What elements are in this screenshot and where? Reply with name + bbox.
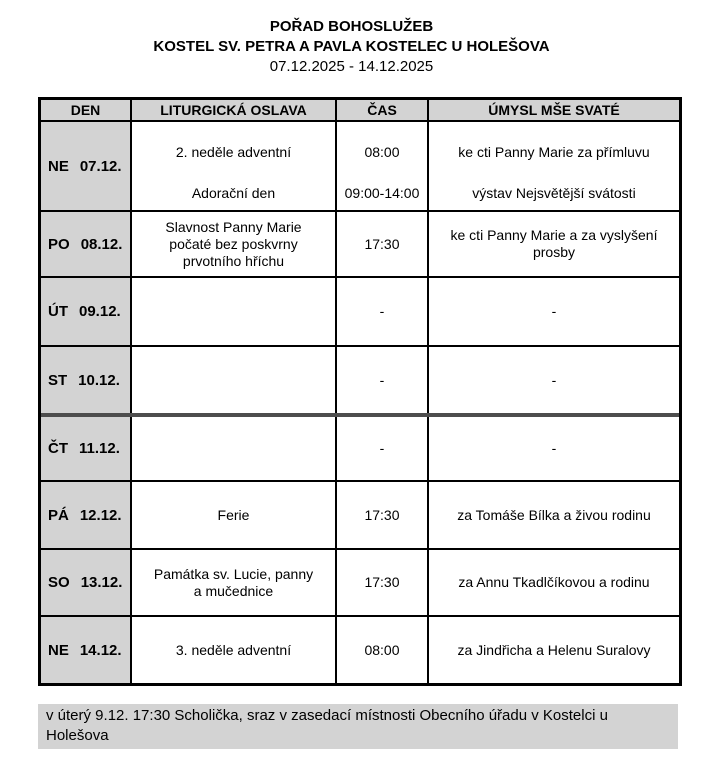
day-date: 11.12. bbox=[79, 440, 120, 457]
intention-cell bbox=[427, 122, 679, 210]
day-cell bbox=[41, 278, 130, 345]
time-text: 08:00 bbox=[364, 144, 400, 160]
schedule-table bbox=[38, 97, 682, 686]
day-abbreviation: ST bbox=[48, 371, 68, 389]
page-title: POŘAD BOHOSLUŽEB bbox=[269, 18, 434, 35]
column-header-intention: ÚMYSL MŠE SVATÉ bbox=[427, 100, 679, 120]
time-cell bbox=[335, 550, 427, 615]
intention-text: ke cti Panny Marie a za vyslyšení prosby bbox=[450, 227, 658, 260]
table-row bbox=[41, 122, 679, 210]
day-cell bbox=[41, 417, 130, 480]
time-text: 17:30 bbox=[364, 235, 400, 252]
table-row bbox=[41, 413, 679, 480]
intention-cell bbox=[427, 617, 679, 683]
day-date: 08.12. bbox=[80, 235, 123, 253]
time-cell bbox=[335, 347, 427, 413]
celebration-text: 3. neděle adventní bbox=[175, 641, 292, 658]
intention-text: ke cti Panny Marie za přímluvu bbox=[458, 144, 650, 160]
intention-cell bbox=[427, 278, 679, 345]
celebration-cell bbox=[130, 278, 335, 345]
intention-text: - bbox=[551, 371, 557, 388]
celebration-cell bbox=[130, 212, 335, 276]
celebration-text: Památka sv. Lucie, panny a mučednice bbox=[153, 565, 314, 599]
table-row bbox=[41, 210, 679, 276]
celebration-cell bbox=[130, 482, 335, 548]
day-cell bbox=[41, 550, 130, 615]
day-abbreviation: PÁ bbox=[48, 506, 69, 524]
celebration-text: 2. neděle adventní bbox=[175, 144, 292, 160]
intention-text: - bbox=[551, 303, 557, 319]
day-abbreviation: NE bbox=[48, 157, 69, 175]
day-date: 14.12. bbox=[79, 641, 122, 659]
time-cell bbox=[335, 417, 427, 480]
table-row bbox=[41, 548, 679, 615]
celebration-text: Slavnost Panny Marie počaté bez poskvrny prvotního hříchu bbox=[165, 218, 302, 269]
day-date: 07.12. bbox=[79, 157, 122, 175]
day-abbreviation: PO bbox=[48, 235, 70, 253]
celebration-text: Adorační den bbox=[191, 185, 276, 201]
time-text: 08:00 bbox=[364, 641, 400, 658]
day-cell bbox=[41, 212, 130, 276]
time-cell bbox=[335, 212, 427, 276]
table-body bbox=[41, 122, 679, 683]
footer-note: v úterý 9.12. 17:30 Scholička, sraz v zasedací místnosti Obecního úřadu v Kostelci u Holešova bbox=[38, 704, 678, 749]
table-row bbox=[41, 480, 679, 548]
day-date: 13.12. bbox=[80, 574, 123, 591]
page-subtitle: KOSTEL SV. PETRA A PAVLA KOSTELEC U HOLEŠOVA bbox=[153, 38, 550, 55]
day-cell bbox=[41, 122, 130, 210]
document-header bbox=[0, 0, 703, 77]
day-date: 10.12. bbox=[78, 371, 120, 389]
intention-text: za Jindřicha a Helenu Suralovy bbox=[457, 641, 651, 658]
time-text: - bbox=[379, 303, 385, 319]
time-text: 17:30 bbox=[364, 506, 400, 523]
day-date: 09.12. bbox=[79, 303, 121, 320]
intention-cell bbox=[427, 212, 679, 276]
column-header-time: ČAS bbox=[335, 100, 427, 120]
celebration-cell bbox=[130, 550, 335, 615]
table-row bbox=[41, 276, 679, 345]
time-text: 17:30 bbox=[364, 574, 400, 590]
day-cell bbox=[41, 482, 130, 548]
intention-text: - bbox=[551, 440, 557, 456]
intention-cell bbox=[427, 482, 679, 548]
time-cell bbox=[335, 278, 427, 345]
day-date: 12.12. bbox=[79, 506, 122, 524]
column-header-celebration: LITURGICKÁ OSLAVA bbox=[130, 100, 335, 120]
intention-text: za Annu Tkadlčíkovou a rodinu bbox=[458, 574, 650, 590]
table-row bbox=[41, 615, 679, 683]
column-header-day: DEN bbox=[70, 102, 101, 118]
time-text: 09:00-14:00 bbox=[344, 185, 420, 201]
time-cell bbox=[335, 482, 427, 548]
day-cell bbox=[41, 617, 130, 683]
celebration-text: Ferie bbox=[217, 506, 250, 523]
table-header-row bbox=[41, 100, 679, 122]
day-abbreviation: SO bbox=[48, 574, 70, 591]
celebration-cell bbox=[130, 617, 335, 683]
intention-text: za Tomáše Bílka a živou rodinu bbox=[457, 506, 651, 523]
intention-text: výstav Nejsvětější svátosti bbox=[472, 185, 636, 201]
intention-cell bbox=[427, 347, 679, 413]
time-cell bbox=[335, 617, 427, 683]
day-abbreviation: ČT bbox=[48, 440, 68, 457]
intention-cell bbox=[427, 550, 679, 615]
celebration-cell bbox=[130, 347, 335, 413]
day-abbreviation: NE bbox=[48, 641, 69, 659]
time-text: - bbox=[379, 440, 385, 456]
table-row bbox=[41, 345, 679, 413]
time-cell bbox=[335, 122, 427, 210]
day-cell bbox=[41, 347, 130, 413]
intention-cell bbox=[427, 417, 679, 480]
day-abbreviation: ÚT bbox=[48, 303, 68, 320]
celebration-cell bbox=[130, 417, 335, 480]
celebration-cell bbox=[130, 122, 335, 210]
date-range: 07.12.2025 - 14.12.2025 bbox=[269, 58, 434, 75]
time-text: - bbox=[379, 371, 385, 388]
